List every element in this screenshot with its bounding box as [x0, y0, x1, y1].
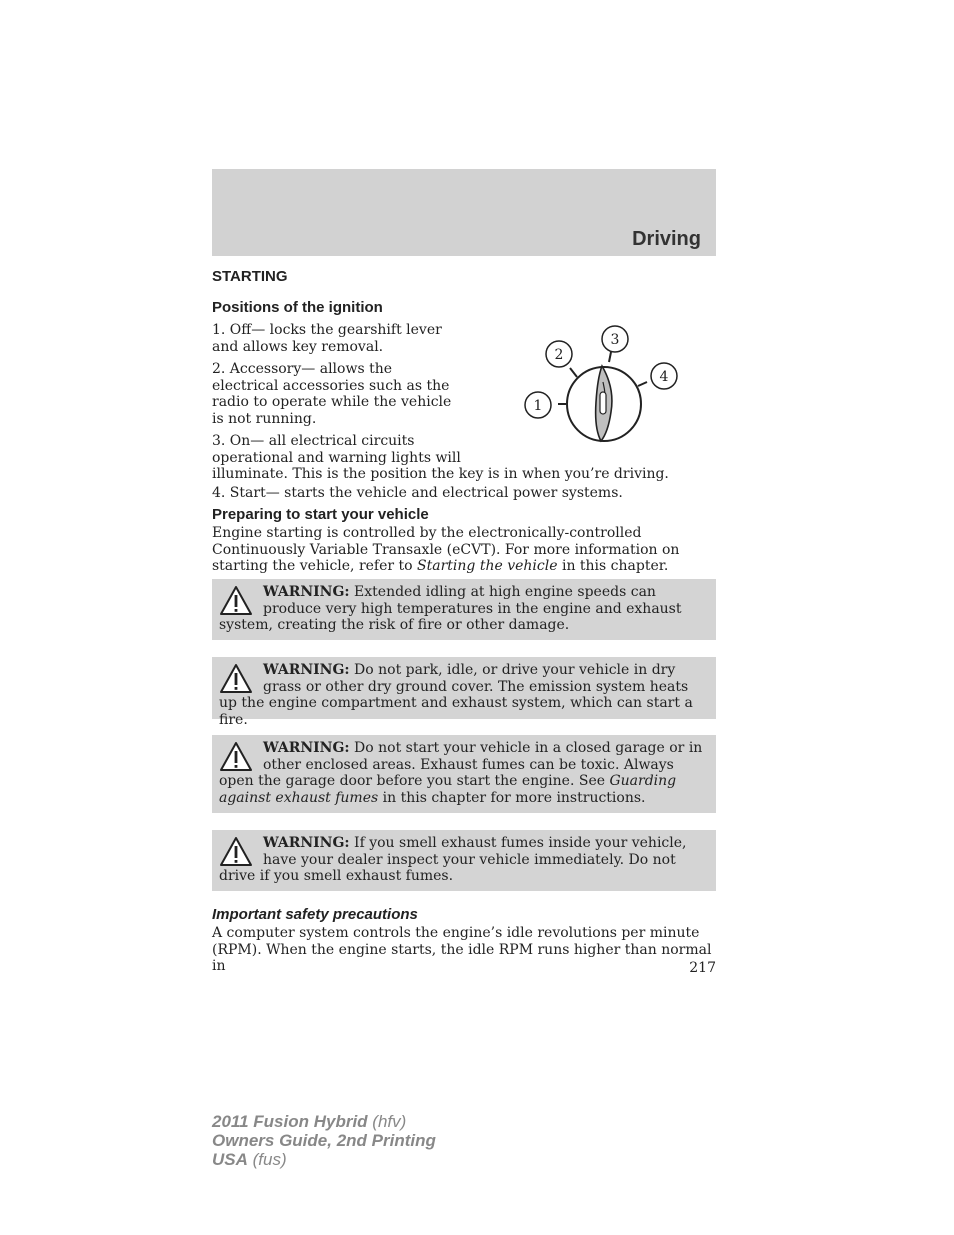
warning-label: WARNING: [263, 662, 350, 678]
subheading-safety-precautions: Important safety precautions [212, 906, 418, 923]
position-label-3: 3 [610, 332, 620, 348]
subheading-ignition-positions: Positions of the ignition [212, 299, 383, 316]
warning-label: WARNING: [263, 835, 350, 851]
position-label-2: 2 [554, 347, 564, 363]
position-2-tick [570, 368, 577, 377]
warning-box-3: WARNING: Do not start your vehicle in a closed garage or in other enclosed areas. Exhaust fumes can be toxic. Always open the garage door before you start the engine. See Guarding against exhaust fumes in this chapter for more instructions. [212, 735, 716, 813]
warning-triangle-icon [219, 585, 253, 617]
warning-box-1: WARNING: Extended idling at high engine speeds can produce very high temperatures in the engine and exhaust system, creating the risk of fire or other damage. [212, 579, 716, 640]
page-number: 217 [689, 960, 716, 976]
ignition-item-2: 2. Accessory— allows the electrical accessories such as the radio to operate while the vehicle is not running. [212, 361, 452, 427]
link-guarding-against-exhaust-fumes: Guarding against exhaust fumes [219, 773, 677, 806]
safety-paragraph: A computer system controls the engine’s idle revolutions per minute (RPM). When the engine starts, the idle RPM runs higher than normal in [212, 925, 712, 974]
ignition-item-1: 1. Off— locks the gearshift lever and allows key removal. [212, 322, 442, 355]
link-starting-the-vehicle: Starting the vehicle [417, 558, 558, 574]
position-label-1: 1 [533, 398, 543, 414]
section-title: Driving [632, 228, 701, 250]
preparing-paragraph: Engine starting is controlled by the electronically-controlled Continuously Variable Transaxle (eCVT). For more information on starting the vehicle, refer to Starting the vehicle in this chapter. [212, 525, 680, 574]
ignition-item-4: 4. Start— starts the vehicle and electrical power systems. [212, 485, 623, 501]
ignition-cylinder-icon [567, 366, 641, 441]
ignition-item-3-line-3: illuminate. This is the position the key is in when you’re driving. [212, 466, 669, 482]
section-header-band [212, 169, 716, 256]
document-footer: 2011 Fusion Hybrid (hfv) Owners Guide, 2nd Printing USA (fus) [212, 1112, 436, 1169]
position-label-4: 4 [659, 369, 669, 385]
ignition-item-3-line-1: 3. On— all electrical circuits [212, 433, 415, 449]
heading-starting: STARTING [212, 268, 288, 285]
warning-triangle-icon [219, 836, 253, 868]
warning-box-4: WARNING: If you smell exhaust fumes inside your vehicle, have your dealer inspect your vehicle immediately. Do not drive if you smell exhaust fumes. [212, 830, 716, 891]
subheading-preparing: Preparing to start your vehicle [212, 506, 429, 523]
position-4-tick [638, 382, 647, 386]
position-3-tick [609, 352, 611, 362]
warning-triangle-icon [219, 741, 253, 773]
warning-label: WARNING: [263, 584, 350, 600]
warning-triangle-icon [219, 663, 253, 695]
warning-box-2: WARNING: Do not park, idle, or drive your vehicle in dry grass or other dry ground cover. The emission system heats up the engine compartment and exhaust system, which can start a fire. [212, 657, 716, 719]
ignition-item-3-line-2: operational and warning lights will [212, 449, 461, 466]
ignition-switch-figure [515, 320, 685, 450]
warning-label: WARNING: [263, 740, 350, 756]
